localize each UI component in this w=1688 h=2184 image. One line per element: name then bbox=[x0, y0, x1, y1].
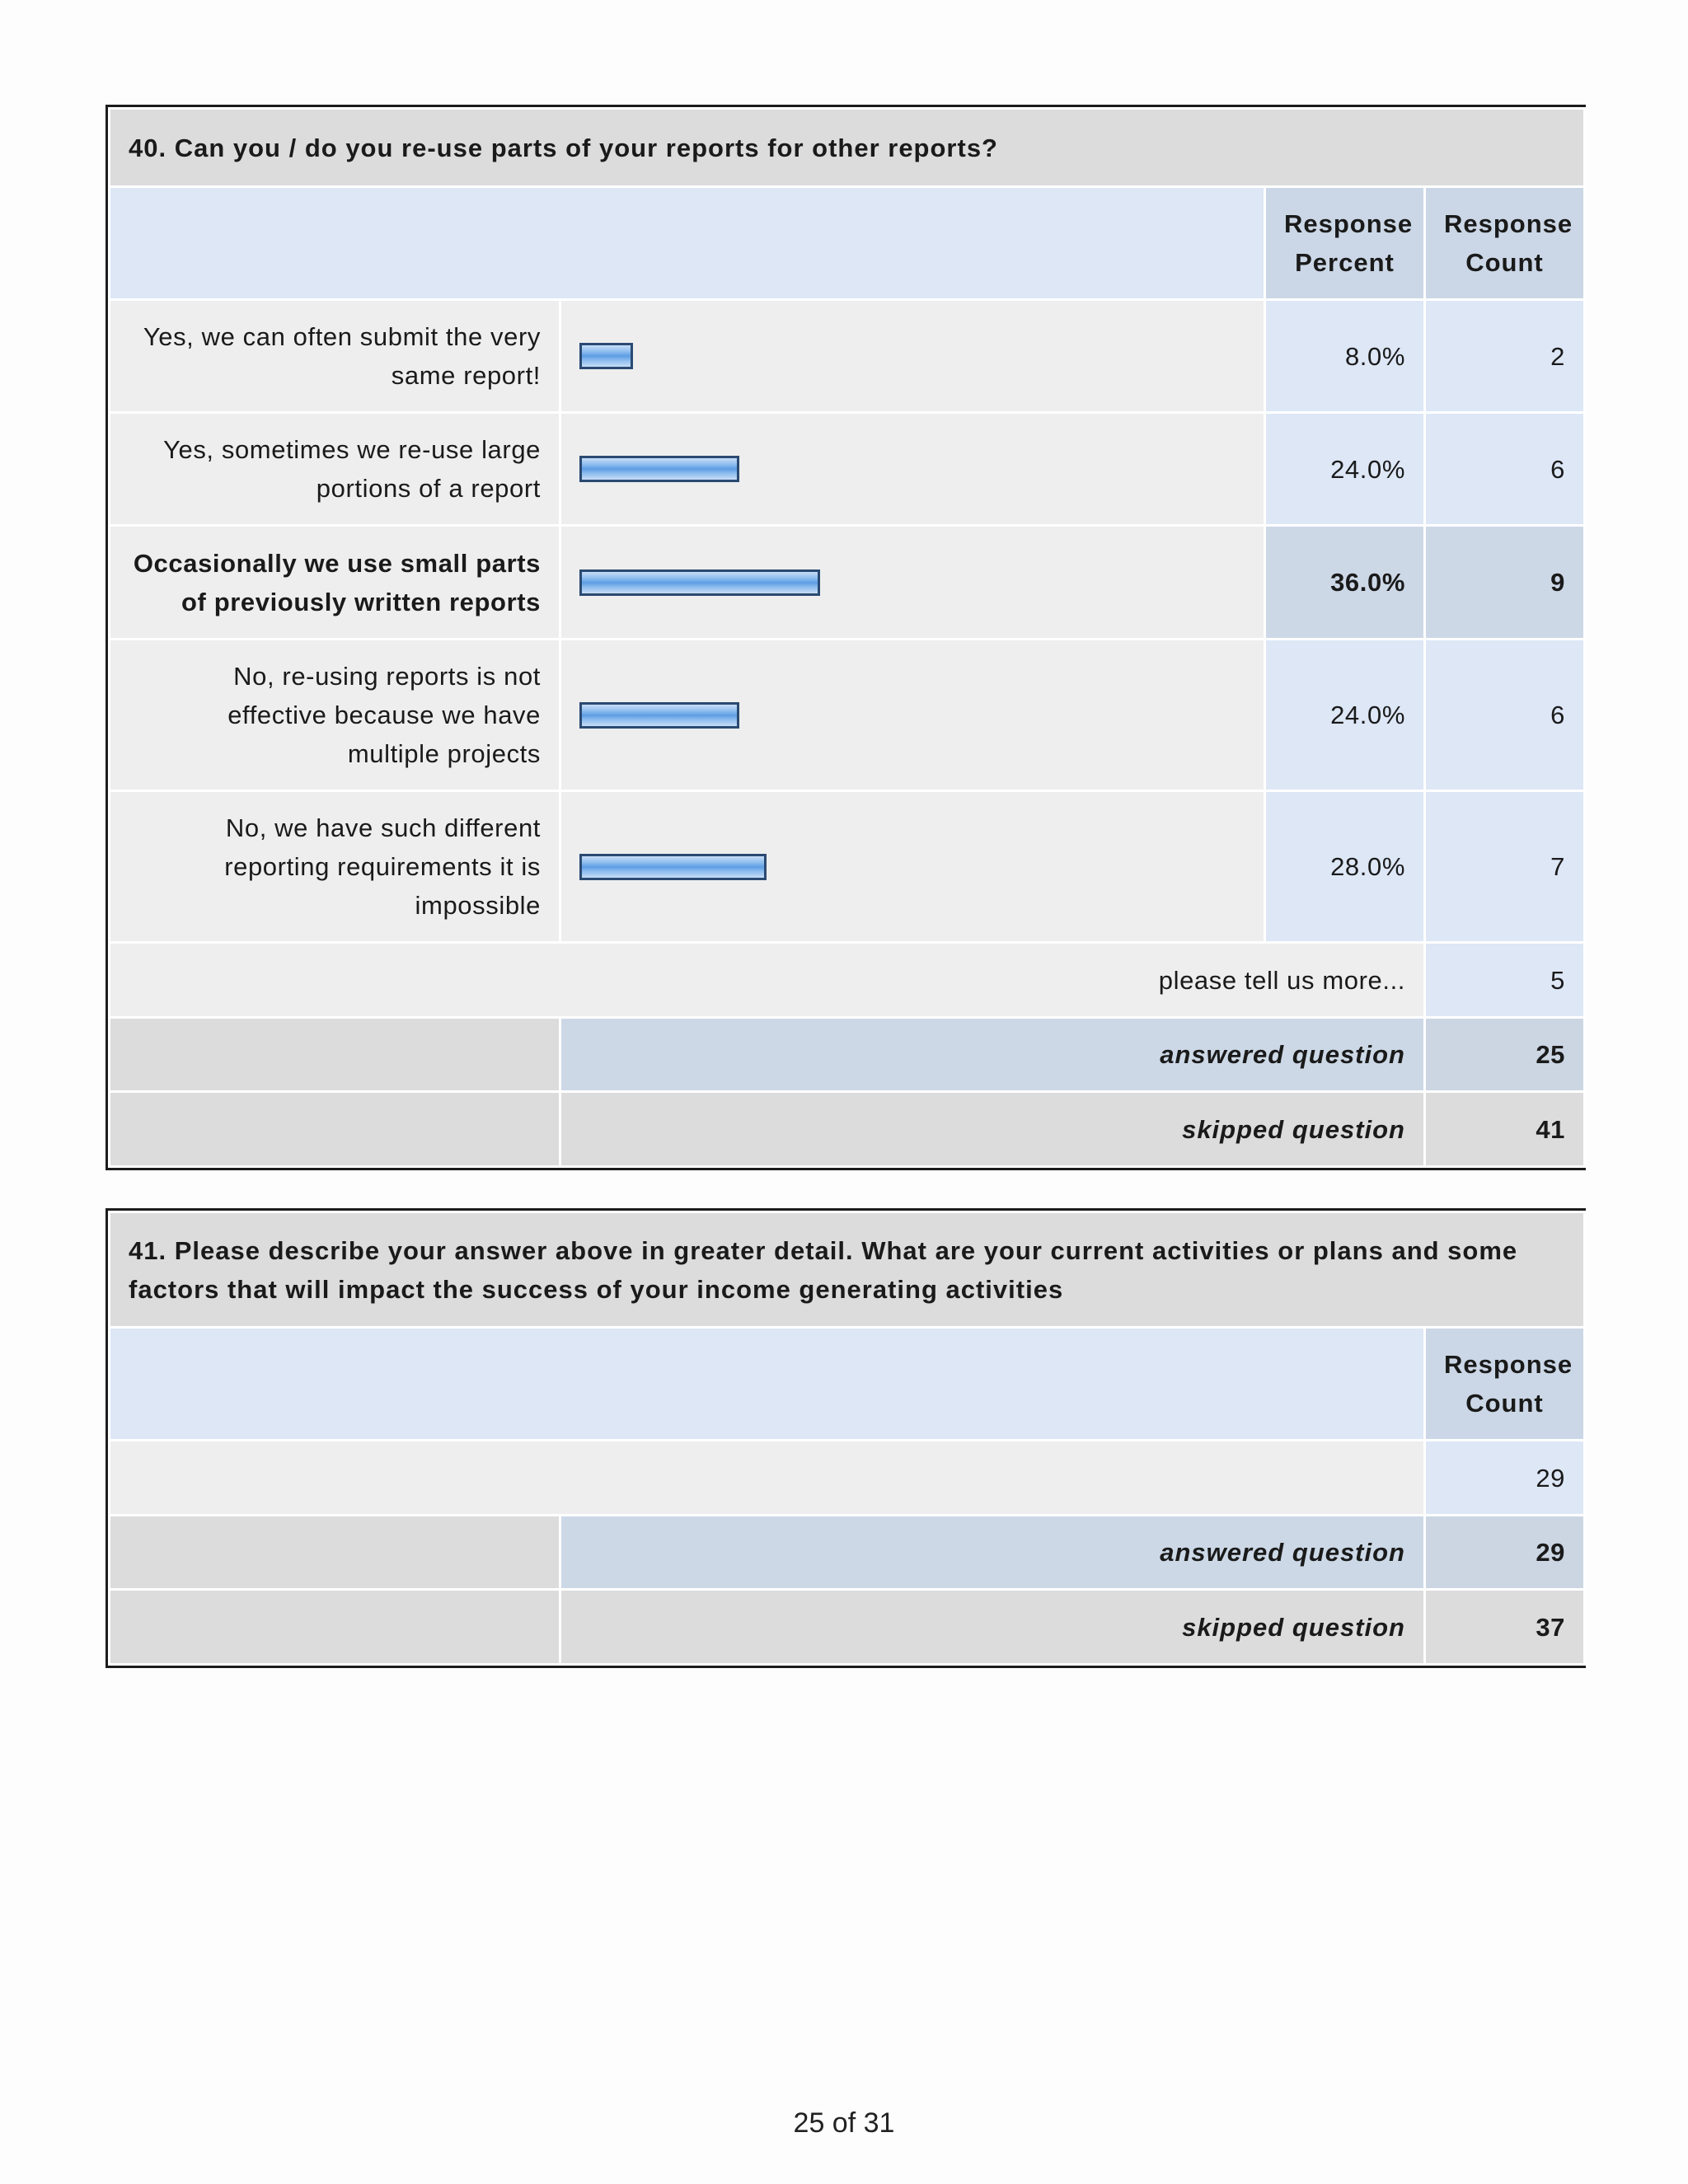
answer-label: No, re-using reports is not effective because we have multiple projects bbox=[110, 640, 560, 791]
answer-label: Yes, we can often submit the very same report! bbox=[110, 300, 560, 413]
question-40-title: 40. Can you / do you re-use parts of your reports for other reports? bbox=[110, 109, 1585, 187]
answer-row bbox=[110, 413, 1585, 526]
header-blank bbox=[110, 1328, 1425, 1441]
tell-us-more-label: please tell us more... bbox=[110, 943, 1425, 1018]
skipped-question-count: 37 bbox=[1425, 1590, 1585, 1665]
response-percent: 8.0% bbox=[1265, 300, 1425, 413]
question-40-table bbox=[106, 105, 1586, 1170]
question-41-table bbox=[106, 1208, 1586, 1668]
response-count: 9 bbox=[1425, 526, 1585, 640]
skipped-question-count: 41 bbox=[1425, 1092, 1585, 1167]
skipped-question-label: skipped question bbox=[560, 1092, 1425, 1167]
response-percent: 24.0% bbox=[1265, 640, 1425, 791]
answer-row bbox=[110, 640, 1585, 791]
response-count: 6 bbox=[1425, 413, 1585, 526]
answered-question-count: 29 bbox=[1425, 1516, 1585, 1590]
response-bar bbox=[579, 854, 767, 880]
response-percent: 24.0% bbox=[1265, 413, 1425, 526]
response-percent: 28.0% bbox=[1265, 791, 1425, 943]
answered-question-count: 25 bbox=[1425, 1018, 1585, 1092]
answered-question-label: answered question bbox=[560, 1516, 1425, 1590]
answer-row bbox=[110, 526, 1585, 640]
open-response-row bbox=[110, 1441, 1425, 1516]
response-percent-header: Response Percent bbox=[1265, 187, 1425, 300]
response-count: 29 bbox=[1425, 1441, 1585, 1516]
response-count: 7 bbox=[1425, 791, 1585, 943]
answer-label: Yes, sometimes we re-use large portions of a report bbox=[110, 413, 560, 526]
skipped-question-label: skipped question bbox=[560, 1590, 1425, 1665]
response-percent: 36.0% bbox=[1265, 526, 1425, 640]
response-bar bbox=[579, 456, 739, 482]
response-bar bbox=[579, 569, 820, 596]
question-41-title: 41. Please describe your answer above in greater detail. What are your current activities or plans and some factors that will impact the success of your income generating activities bbox=[110, 1212, 1585, 1328]
answer-row bbox=[110, 300, 1585, 413]
response-count: 6 bbox=[1425, 640, 1585, 791]
answer-label: Occasionally we use small parts of previously written reports bbox=[110, 526, 560, 640]
response-count: 2 bbox=[1425, 300, 1585, 413]
answer-label: No, we have such different reporting requirements it is impossible bbox=[110, 791, 560, 943]
header-blank bbox=[110, 187, 1265, 300]
answer-row bbox=[110, 791, 1585, 943]
response-bar bbox=[579, 343, 633, 369]
response-bar bbox=[579, 702, 739, 729]
response-count-header: Response Count bbox=[1425, 187, 1585, 300]
page-number: 25 of 31 bbox=[793, 2107, 895, 2139]
answered-question-label: answered question bbox=[560, 1018, 1425, 1092]
tell-us-more-count: 5 bbox=[1425, 943, 1585, 1018]
response-count-header: Response Count bbox=[1425, 1328, 1585, 1441]
